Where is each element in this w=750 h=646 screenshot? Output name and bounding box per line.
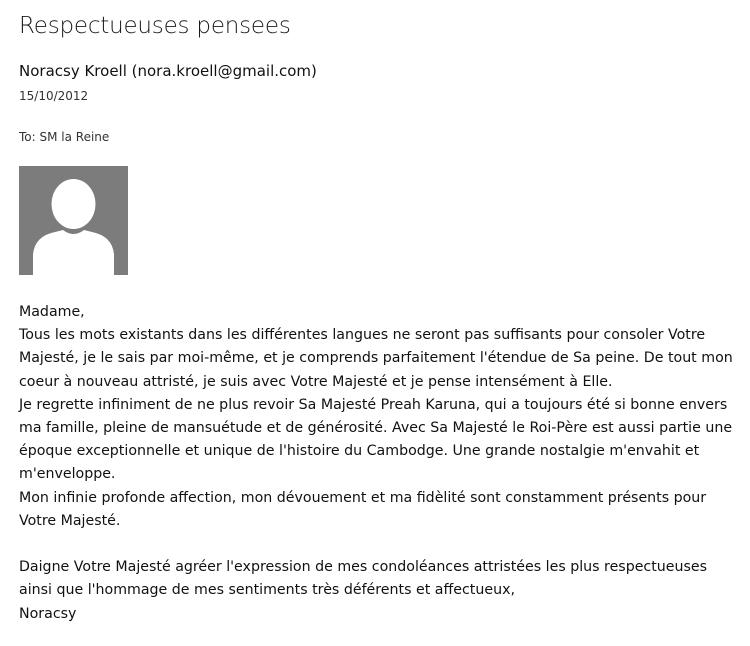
email-sender[interactable]: Noracsy Kroell (nora.kroell@gmail.com) <box>19 62 317 80</box>
body-line: m'enveloppe. <box>19 466 116 483</box>
body-line: Daigne Votre Majesté agréer l'expression de mes condoléances attristées les plus respectueuses <box>19 559 708 576</box>
email-recipient: To: SM la Reine <box>19 130 110 144</box>
email-subject: Respectueuses pensees <box>19 13 291 39</box>
body-line: Tous les mots existants dans les différentes langues ne seront pas suffisants pour consoler Votre <box>19 327 706 344</box>
body-line: Votre Majesté. <box>19 512 121 529</box>
person-silhouette-icon <box>19 166 128 275</box>
signature: Noracsy <box>19 605 77 622</box>
body-line: Je regrette infiniment de ne plus revoir Sa Majesté Preah Karuna, qui a toujours été si bonne envers <box>19 396 728 413</box>
body-line: ma famille, pleine de mansuétude et de générosité. Avec Sa Majesté le Roi-Père est aussi partie une <box>19 420 733 437</box>
body-line: coeur à nouveau attristé, je suis avec Votre Majesté et je pense intensément à Elle. <box>19 373 613 390</box>
email-body <box>19 301 744 626</box>
body-line: Madame, <box>19 304 85 320</box>
body-line: époque exceptionnelle et unique de l'histoire du Cambodge. Une grande nostalgie m'envahit et <box>19 443 700 460</box>
body-line: Majesté, je le sais par moi-même, et je comprends parfaitement l'étendue de Sa peine. De tout mon <box>19 350 733 367</box>
body-line: ainsi que l'hommage de mes sentiments très déférents et affectueux, <box>19 582 515 599</box>
body-line: Mon infinie profonde affection, mon dévouement et ma fidèlité sont constamment présents pour <box>19 489 707 506</box>
paragraph-gap <box>19 533 744 556</box>
email-date: 15/10/2012 <box>19 89 89 103</box>
